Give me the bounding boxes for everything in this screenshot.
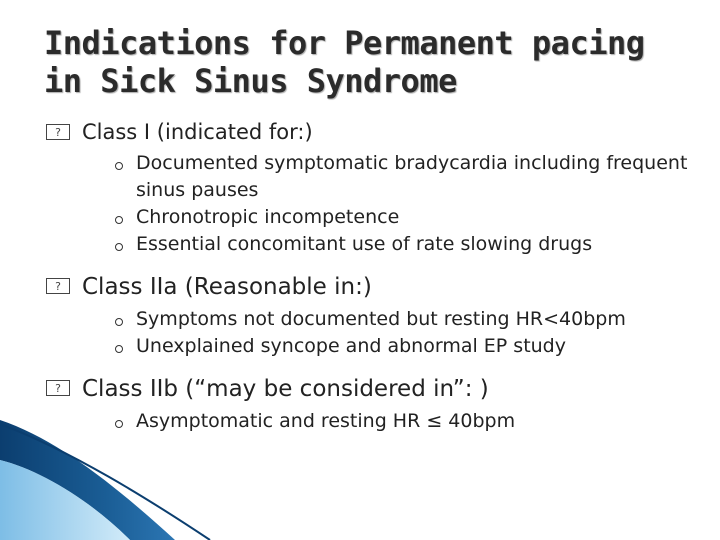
slide-body (46, 118, 706, 435)
list-item (109, 204, 706, 231)
list-item-text: Chronotropic incompetence (136, 206, 400, 228)
corner-swoosh-decoration (0, 420, 720, 540)
class-iia-list (82, 306, 706, 360)
circle-bullet-icon (115, 216, 123, 224)
title-line-1: Indications for Permanent pacing (44, 24, 645, 62)
class-iia-section (46, 272, 706, 360)
list-item-text: Symptoms not documented but resting HR<40bpm (136, 308, 626, 330)
box-bullet-icon (46, 278, 70, 294)
class-i-section (46, 118, 706, 258)
list-item (109, 150, 706, 204)
class-i-list (82, 150, 706, 258)
list-item-text: Unexplained syncope and abnormal EP study (136, 335, 566, 357)
class-iia-heading: Class IIa (Reasonable in:) (82, 274, 372, 300)
title-line-2: in Sick Sinus Syndrome (44, 62, 457, 100)
list-item-text: Asymptomatic and resting HR ≤ 40bpm (136, 410, 516, 432)
box-bullet-icon (46, 380, 70, 396)
box-bullet-icon (46, 124, 70, 140)
class-i-heading: Class I (indicated for:) (82, 120, 313, 144)
circle-bullet-icon (115, 318, 123, 326)
list-item-text: Documented symptomatic bradycardia including frequent sinus pauses (136, 152, 688, 201)
class-iib-heading: Class IIb (“may be considered in”: ) (82, 376, 489, 402)
circle-bullet-icon (115, 162, 123, 170)
list-item (109, 306, 706, 333)
circle-bullet-icon (115, 243, 123, 251)
list-item (109, 231, 706, 258)
list-item (109, 333, 706, 360)
list-item-text: Essential concomitant use of rate slowing drugs (136, 233, 593, 255)
slide-title (44, 24, 694, 100)
circle-bullet-icon (115, 345, 123, 353)
